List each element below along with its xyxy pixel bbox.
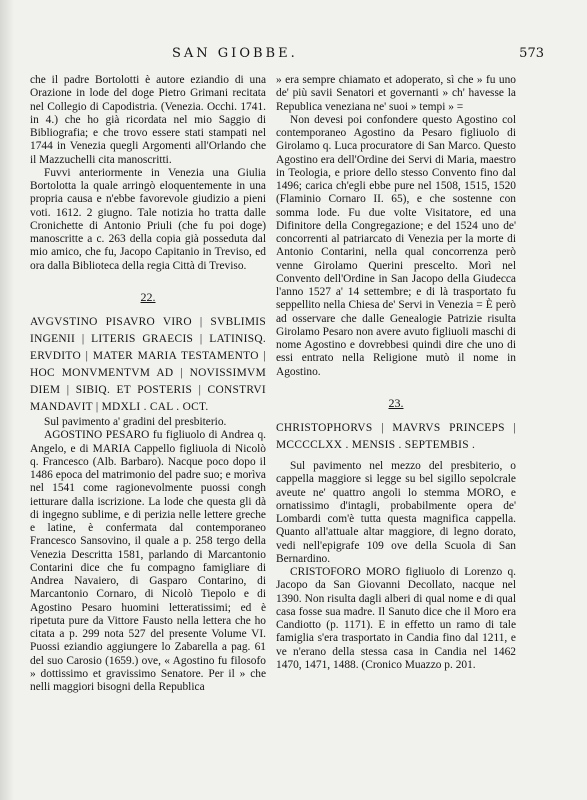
right-column: [276, 74, 516, 672]
location-note: Sul pavimento a' gradini del presbiterio.: [44, 416, 227, 428]
inscription-text: AVGVSTINO PISAVRO VIRO | SVBLIMIS INGENII | LITERIS GRAECIS | LATINISQ. ERVDITO | MATER MARIA TESTAMENTO | HOC MONVMENTVM AD | NOVISSIMVM DIEM | SIBIQ. ET POSTERIS | CONSTRVI MANDAVIT | MDXLI . CAL . OCT.: [30, 316, 266, 413]
page-gutter-shadow: [0, 0, 14, 800]
inscription-number: 22.: [140, 289, 156, 304]
inscription-text: CHRISTOPHORVS | MAVRVS PRINCEPS | MCCCCLXX . MENSIS . SEPTEMBIS .: [276, 422, 516, 451]
page-number: 573: [519, 46, 544, 61]
running-title: SAN GIOBBE.: [172, 46, 298, 61]
paragraph: che il padre Bortolotti è autore eziandio di una Orazione in lode del doge Pietro Grimani recitata nel Collegio di Capodistria. (Venezia. Occhi. 1741. in 4.) che ho già ricordata nel mio Saggio di Bibliografia; e che trovo essere stati stampati nel 1744 in Venezia quegli Argomenti all'Orlando che il Mazzuchelli cita manoscritti.: [30, 74, 266, 166]
inscription-number: 23.: [388, 395, 404, 410]
left-column: [30, 74, 266, 694]
paragraph: AGOSTINO PESARO fu figliuolo di Andrea q. Angelo, e di MARIA Cappello figliuola di Nicolò q. Francesco (Alb. Barbaro). Nacque poco dopo il 1486 epoca del matrimonio del padre suo; e morìva nel 1541 come ragionevolmente puossi congh ietturare dalla iscrizione. La lode che questa gli dà di ingegno sublime, e di perizia nelle lettere greche e latine, è confermata dal contemporaneo Francesco Sansovino, il quale a p. 258 tergo della Venezia Descritta 1581, parlando di Marcantonio Contarini dice che fu compagno famigliare di Andrea Navaiero, di Gasparo Contarino, di Marcantonio Cornaro, di Nicolò Tiepolo e di Agostino Pesaro huomini letteratissimi; ed è ripetuta pure da Vittore Fausto nella lettera che ho citata a p. 299 nota 527 del presente Volume VI. Puossi eziandio aggiungere lo Zabarella a pag. 61 del suo Carosio (1659.) ove, « Agostino fu filosofo » dottissimo et gravissimo Senatore. Per il » che nelli maggiori bisogni della Republica: [30, 429, 266, 693]
paragraph: CRISTOFORO MORO figliuolo di Lorenzo q. Jacopo da San Giovanni Decollato, nacque nel 1390. Non risulta dagli alberi di qual nome e di qual casa fosse sua madre. Il Sanuto dice che il Moro era Candiotto (p. 1171). E in effetto un ramo di tale famiglia s'era trasportato in Candia fino dal 1211, e ve n'erano della stessa casa in Candia nel 1462 1470, 1471, 1488. (Cronico Muazzo p. 201.: [276, 566, 516, 671]
paragraph: » era sempre chiamato et adoperato, sì che » fu uno de' più savii Senatori et governanti » ch' havesse la Republica veneziana ne' suoi » tempi » =: [276, 74, 516, 113]
location-note: Sul pavimento nel mezzo del presbiterio, o cappella maggiore si legge su bel sigillo sepolcrale aveute ne' quattro angoli lo stemma MORO, e ornatissimo d'intagli, probabilmente opera de' Lombardi com'è tutta questa magnifica cappella. Quanto all'attuale altar maggiore, di legno dorato, vedi nell'epigrafe 109 ove della Scuola di San Bernardino.: [276, 460, 516, 565]
running-header: [0, 46, 587, 66]
paragraph: Fuvvi anteriormente in Venezia una Giulia Bortolotta la quale arringò eloquentemente in una propria causa e n'ebbe favorevole giudizio a pieni voti. 1612. 2 giugno. Tale notizia ho tratta dalle Cronichette di Antonio Priuli (che fu poi doge) manoscritte a c. 263 della copia già posseduta dal mio amico, che fu, Jacopo Capitanio in Treviso, ed ora dalla Biblioteca della regia Città di Treviso.: [30, 166, 266, 272]
paragraph: Non devesi poi confondere questo Agostino col contemporaneo Agostino da Pesaro figliuolo di Girolamo q. Luca procuratore di San Marco. Questo Agostino era dell'Ordine dei Servi di Maria, maestro in Teologia, e priore dello stesso Convento fino dal 1496; carica ch'egli ebbe pure nel 1508, 1515, 1520 (Flaminio Cornaro II. 65), e che sostenne con somma lode. Fu due volte Visitatore, ed una Difinitore della Congregazione; e del 1524 uno de' concorrenti al patriarcato di Venezia per la morte di Antonio Contarini, nella qual concorrenza però venne Girolamo Querini prescelto. Morì nel Convento dell'Ordine in San Jacopo della Giudecca l'anno 1527 a' 14 settembre; e di là trasportato fu seppellito nella Chiesa de' Servi in Venezia = È però ad osservare che dalle Genealogie Patrizie risulta Girolamo Pesaro non avere avuto figliuoli maschi di nome Agostino e dovrebbesi quindi dire che uno di essi entrato nella Religione mutò il nome in Agostino.: [276, 113, 516, 378]
